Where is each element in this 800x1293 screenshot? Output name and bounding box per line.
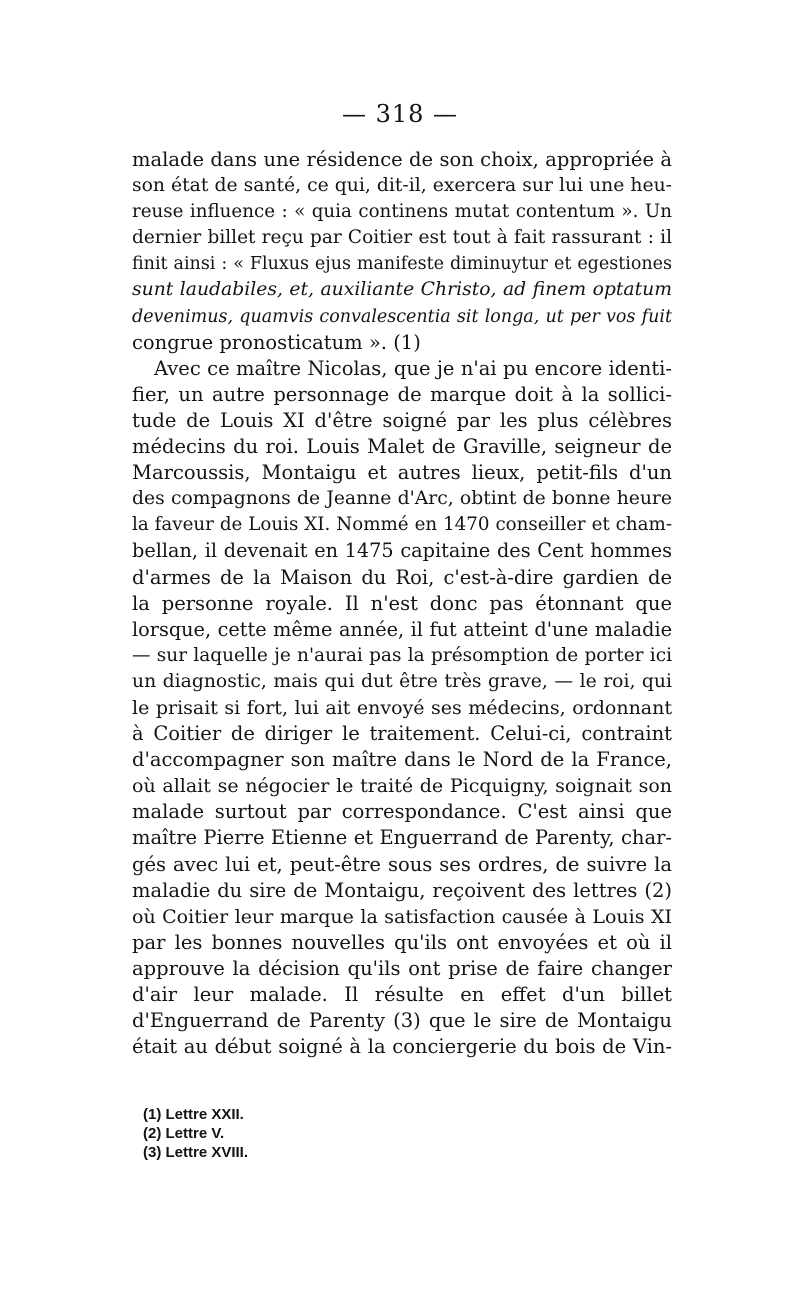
text-line: d'armes de la Maison du Roi, c'est-à-dire gardien de [132,565,672,589]
text-line: bellan, il devenait en 1475 capitaine des Cent hommes [132,539,672,563]
text-line: où allait se négocier le traité de Picquigny, soignait son [132,775,672,798]
text-line: congrue pronosticatum ». (1) [132,330,421,354]
footnote: (2) Lettre V. [143,1125,225,1142]
text-line: dernier billet reçu par Coitier est tout à fait rassurant : il [132,227,672,249]
text-line: d'accompagner son maître dans le Nord de la France, [132,748,672,772]
text-line: malade surtout par correspondance. C'est ainsi que [132,800,672,824]
paragraph-start-line: Avec ce maître Nicolas, que je n'ai pu encore identi- [154,356,672,380]
footnote: (3) Lettre XVIII. [143,1144,249,1161]
body-text [132,147,672,1060]
text-line: sunt laudabiles, et, auxiliante Christo, ad finem optatum [132,279,672,301]
text-line: des compagnons de Jeanne d'Arc, obtint de bonne heure [132,488,672,510]
text-line: où Coitier leur marque la satisfaction causée à Louis XI [132,905,672,928]
text-line: fier, un autre personnage de marque doit à la sollici- [132,382,672,406]
text-line: était au début soigné à la conciergerie du bois de Vin- [132,1035,672,1059]
text-line: un diagnostic, mais qui dut être très grave, — le roi, qui [132,670,672,692]
text-line: maladie du sire de Montaigu, reçoivent des lettres (2) [132,878,672,902]
text-line: Marcoussis, Montaigu et autres lieux, petit-fils d'un [132,461,672,485]
text-line: le prisait si fort, lui ait envoyé ses médecins, ordonnant [132,696,672,719]
text-line: d'air leur malade. Il résulte en effet d'un billet [132,983,672,1006]
text-line: médecins du roi. Louis Malet de Graville, seigneur de [132,435,672,459]
text-line: reuse influence : « quia continens mutat contentum ». Un [132,201,672,223]
footnotes [143,1105,443,1162]
text-line: gés avec lui et, peut-être sous ses ordres, de suivre la [132,852,672,876]
text-line: lorsque, cette même année, il fut atteint d'une maladie [132,617,672,641]
text-line: malade dans une résidence de son choix, appropriée à [132,148,672,171]
text-line: par les bonnes nouvelles qu'ils ont envoyées et où il [132,930,672,954]
footnote: (1) Lettre XXII. [143,1106,244,1123]
text-line: maître Pierre Etienne et Enguerrand de Parenty, char- [132,826,672,850]
text-line: la personne royale. Il n'est donc pas étonnant que [132,591,672,615]
text-line: son état de santé, ce qui, dit-il, exercera sur lui une heu- [132,175,672,197]
text-line: tude de Louis XI d'être soigné par les plus célèbres [132,408,672,432]
text-line: finit ainsi : « Fluxus ejus manifeste diminuytur et egestiones [132,254,672,275]
text-line: d'Enguerrand de Parenty (3) que le sire de Montaigu [132,1009,672,1033]
text-line: à Coitier de diriger le traitement. Celui-ci, contraint [132,722,672,746]
page-number: — 318 — [341,100,459,128]
text-line: devenimus, quamvis convalescentia sit longa, ut per vos fuit [132,306,672,327]
text-line: approuve la décision qu'ils ont prise de faire changer [132,956,672,980]
text-line: la faveur de Louis XI. Nommé en 1470 conseiller et cham- [132,514,672,536]
text-line: — sur laquelle je n'aurai pas la présomption de porter ici [132,644,672,666]
